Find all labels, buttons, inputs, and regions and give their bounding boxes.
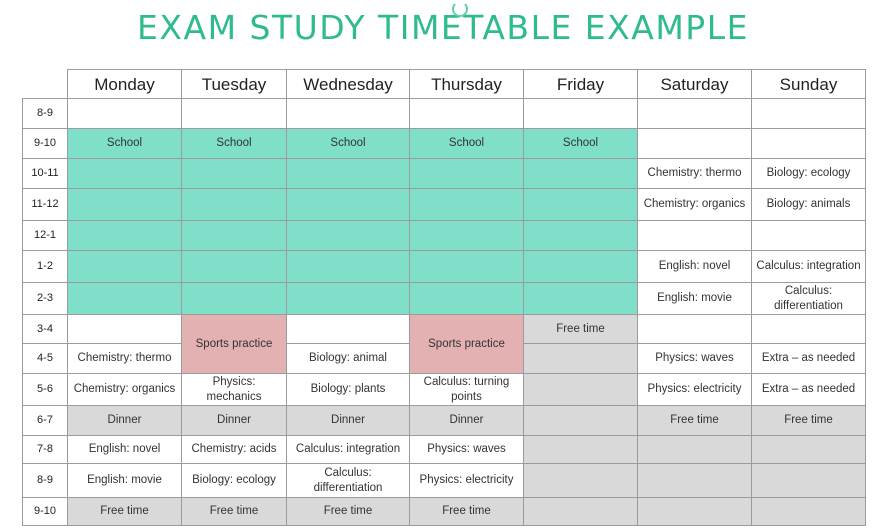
page-title	[0, 8, 886, 47]
time-label: 9-10	[23, 129, 68, 159]
logo-icon	[452, 1, 468, 17]
dinner-cell: Dinner	[68, 406, 182, 436]
study-cell: Chemistry: organics	[68, 374, 182, 406]
free-time-cell	[752, 436, 866, 464]
timetable-cell	[752, 221, 866, 251]
time-label: 4-5	[23, 344, 68, 374]
timetable-cell	[638, 99, 752, 129]
dinner-cell: Dinner	[410, 406, 524, 436]
study-cell: Physics: electricity	[638, 374, 752, 406]
free-time-cell	[638, 464, 752, 498]
free-time-cell	[524, 498, 638, 526]
school-cell: School	[287, 129, 410, 159]
school-cell	[287, 251, 410, 283]
free-time-cell: Free time	[410, 498, 524, 526]
timetable-cell	[410, 99, 524, 129]
free-time-cell	[524, 406, 638, 436]
day-header: Monday	[68, 70, 182, 99]
day-header: Tuesday	[182, 70, 287, 99]
free-time-cell	[524, 374, 638, 406]
school-cell	[287, 283, 410, 315]
time-label: 3-4	[23, 315, 68, 344]
table-row	[23, 251, 866, 283]
time-label: 8-9	[23, 464, 68, 498]
time-label: 1-2	[23, 251, 68, 283]
timetable-cell	[752, 99, 866, 129]
school-cell	[182, 159, 287, 189]
table-row	[23, 406, 866, 436]
study-cell: Calculus: differentiation	[752, 283, 866, 315]
study-cell: Biology: ecology	[752, 159, 866, 189]
time-label: 9-10	[23, 498, 68, 526]
sports-cell: Sports practice	[410, 315, 524, 374]
study-cell: Extra – as needed	[752, 344, 866, 374]
school-cell	[182, 283, 287, 315]
table-row	[23, 129, 866, 159]
table-row	[23, 221, 866, 251]
table-row	[23, 315, 866, 344]
time-label: 5-6	[23, 374, 68, 406]
school-cell	[68, 283, 182, 315]
school-cell: School	[68, 129, 182, 159]
free-time-cell	[524, 464, 638, 498]
table-row	[23, 189, 866, 221]
day-header: Sunday	[752, 70, 866, 99]
school-cell	[524, 221, 638, 251]
school-cell	[68, 221, 182, 251]
timetable	[22, 69, 866, 526]
day-header: Wednesday	[287, 70, 410, 99]
timetable-cell	[638, 315, 752, 344]
free-time-cell: Free time	[68, 498, 182, 526]
free-time-cell	[752, 498, 866, 526]
timetable-cell	[68, 315, 182, 344]
study-cell: Extra – as needed	[752, 374, 866, 406]
school-cell	[524, 283, 638, 315]
free-time-cell: Free time	[182, 498, 287, 526]
school-cell	[68, 189, 182, 221]
table-row	[23, 374, 866, 406]
table-row	[23, 498, 866, 526]
school-cell	[182, 189, 287, 221]
free-time-cell	[638, 498, 752, 526]
timetable-cell	[68, 99, 182, 129]
school-cell	[287, 159, 410, 189]
dinner-cell: Dinner	[287, 406, 410, 436]
header-row	[23, 70, 866, 99]
study-cell: Chemistry: organics	[638, 189, 752, 221]
school-cell	[524, 189, 638, 221]
time-label: 12-1	[23, 221, 68, 251]
school-cell: School	[524, 129, 638, 159]
school-cell	[410, 189, 524, 221]
table-row	[23, 436, 866, 464]
day-header: Saturday	[638, 70, 752, 99]
study-cell: Chemistry: thermo	[68, 344, 182, 374]
study-cell: English: movie	[68, 464, 182, 498]
study-cell: Chemistry: thermo	[638, 159, 752, 189]
school-cell	[182, 221, 287, 251]
time-label: 2-3	[23, 283, 68, 315]
page-title-text: EXAM STUDY TIMETABLE EXAMPLE	[137, 8, 749, 47]
school-cell: School	[410, 129, 524, 159]
study-cell: Chemistry: acids	[182, 436, 287, 464]
study-cell: English: novel	[68, 436, 182, 464]
time-label: 8-9	[23, 99, 68, 129]
study-cell: Calculus: turning points	[410, 374, 524, 406]
school-cell	[182, 251, 287, 283]
table-row	[23, 464, 866, 498]
timetable-cell	[524, 99, 638, 129]
timetable-cell	[752, 315, 866, 344]
corner-cell	[23, 70, 68, 99]
timetable-cell	[752, 129, 866, 159]
table-row	[23, 283, 866, 315]
study-cell: Biology: animal	[287, 344, 410, 374]
free-time-cell	[524, 436, 638, 464]
school-cell: School	[182, 129, 287, 159]
study-cell: Physics: waves	[410, 436, 524, 464]
timetable-cell	[638, 221, 752, 251]
day-header: Thursday	[410, 70, 524, 99]
study-cell: Physics: mechanics	[182, 374, 287, 406]
study-cell: Calculus: differentiation	[287, 464, 410, 498]
time-label: 10-11	[23, 159, 68, 189]
free-time-cell: Free time	[287, 498, 410, 526]
day-header: Friday	[524, 70, 638, 99]
free-time-cell	[752, 464, 866, 498]
timetable-cell	[287, 99, 410, 129]
school-cell	[68, 251, 182, 283]
study-cell: Biology: plants	[287, 374, 410, 406]
free-time-cell: Free time	[752, 406, 866, 436]
sports-cell: Sports practice	[182, 315, 287, 374]
study-cell: Calculus: integration	[752, 251, 866, 283]
study-cell: Physics: electricity	[410, 464, 524, 498]
school-cell	[287, 221, 410, 251]
time-label: 7-8	[23, 436, 68, 464]
study-cell: Biology: ecology	[182, 464, 287, 498]
study-cell: Biology: animals	[752, 189, 866, 221]
time-label: 11-12	[23, 189, 68, 221]
school-cell	[410, 159, 524, 189]
timetable-cell	[638, 129, 752, 159]
dinner-cell: Dinner	[182, 406, 287, 436]
school-cell	[287, 189, 410, 221]
study-cell: Physics: waves	[638, 344, 752, 374]
study-cell: Calculus: integration	[287, 436, 410, 464]
table-row	[23, 159, 866, 189]
timetable-cell	[182, 99, 287, 129]
table-row	[23, 99, 866, 129]
school-cell	[524, 251, 638, 283]
free-time-cell: Free time	[524, 315, 638, 344]
school-cell	[410, 283, 524, 315]
school-cell	[410, 221, 524, 251]
free-time-cell	[524, 344, 638, 374]
study-cell: English: novel	[638, 251, 752, 283]
free-time-cell: Free time	[638, 406, 752, 436]
timetable-cell	[287, 315, 410, 344]
free-time-cell	[638, 436, 752, 464]
time-label: 6-7	[23, 406, 68, 436]
school-cell	[524, 159, 638, 189]
school-cell	[68, 159, 182, 189]
study-cell: English: movie	[638, 283, 752, 315]
school-cell	[410, 251, 524, 283]
